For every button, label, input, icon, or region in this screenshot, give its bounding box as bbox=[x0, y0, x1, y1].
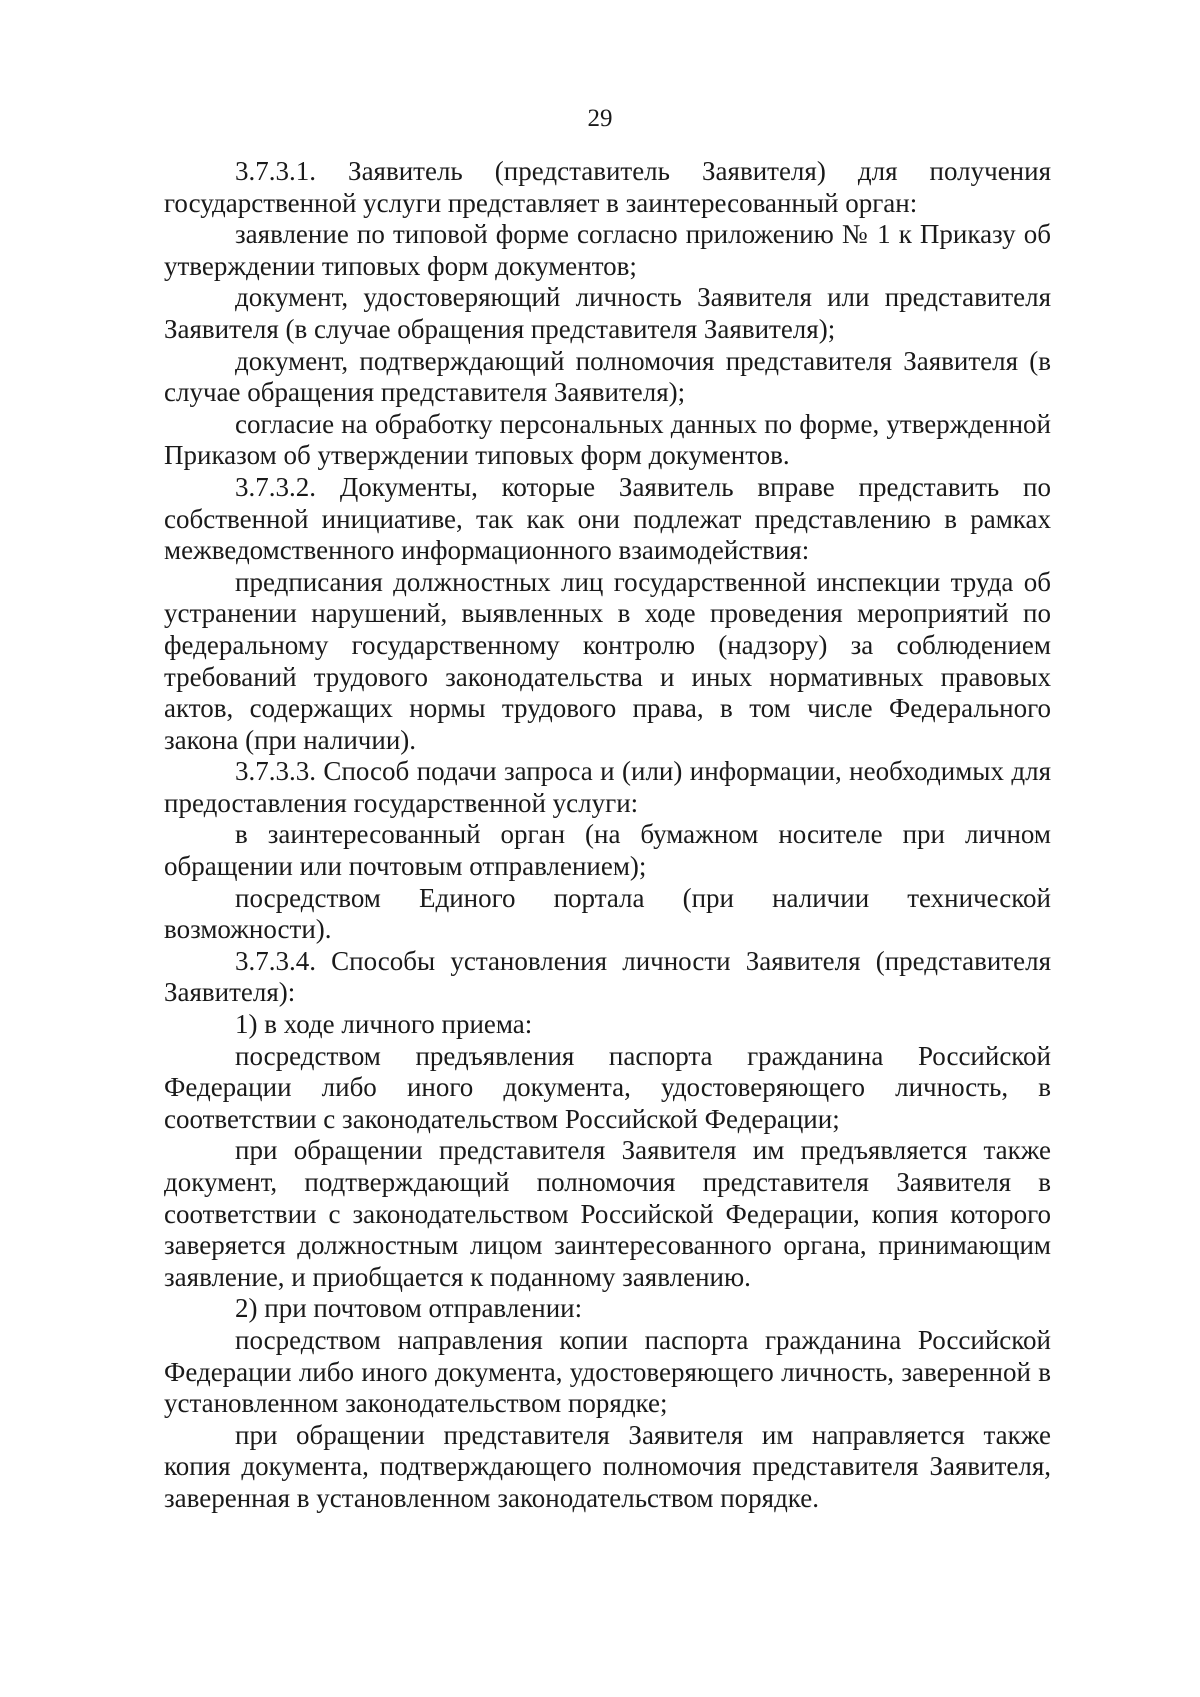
paragraph-postal-delivery: 2) при почтовом отправлении: bbox=[235, 1293, 583, 1324]
paragraph-inspection-orders: предписания должностных лиц государственной инспекции труда об устранении нарушений, выявленных в ходе проведения мероприятий по федеральному государственному контролю (надзору) за соблюдением требований трудового законодательства и иных нормативных правовых актов, содержащих нормы трудового права, в том числе Федерального закона (при наличии). bbox=[164, 566, 1051, 755]
paragraph-authority-document: документ, подтверждающий полномочия представителя Заявителя (в случае обращения представителя Заявителя); bbox=[164, 345, 1051, 408]
page-number: 29 bbox=[587, 105, 613, 132]
paragraph-3-7-3-3: 3.7.3.3. Способ подачи запроса и (или) информации, необходимых для предоставления государственной услуги: bbox=[164, 756, 1051, 818]
paragraph-passport-presentation: посредством предъявления паспорта гражданина Российской Федерации либо иного документа, удостоверяющего личность, в соответствии с законодательством Российской Федерации; bbox=[164, 1040, 1051, 1134]
paragraph-submission-in-person: в заинтересованный орган (на бумажном носителе при личном обращении или почтовым отправлением); bbox=[164, 819, 1051, 882]
paragraph-personal-reception: 1) в ходе личного приема: bbox=[235, 1009, 533, 1040]
paragraph-passport-copy: посредством направления копии паспорта гражданина Российской Федерации либо иного документа, удостоверяющего личность, заверенной в установленном законодательством порядке; bbox=[164, 1324, 1051, 1419]
paragraph-representative-presentation: при обращении представителя Заявителя им предъявляется также документ, подтверждающий полномочия представителя Заявителя в соответствии с законодательством Российской Федерации, копия которого заверяется должностным лицом заинтересованного органа, принимающим заявление, и приобщается к поданному заявлению. bbox=[164, 1135, 1051, 1292]
paragraph-3-7-3-2: 3.7.3.2. Документы, которые Заявитель вправе представить по собственной инициативе, так как они подлежат представлению в рамках межведомственного информационного взаимодействия: bbox=[164, 471, 1051, 566]
paragraph-3-7-3-4: 3.7.3.4. Способы установления личности Заявителя (представителя Заявителя): bbox=[164, 945, 1051, 1008]
paragraph-personal-data-consent: согласие на обработку персональных данных по форме, утвержденной Приказом об утверждении типовых форм документов. bbox=[164, 408, 1051, 471]
paragraph-submission-portal: посредством Единого портала (при наличии технической возможности). bbox=[164, 882, 1051, 945]
paragraph-3-7-3-1: 3.7.3.1. Заявитель (представитель Заявителя) для получения государственной услуги представляет в заинтересованный орган: bbox=[164, 156, 1051, 218]
paragraph-representative-copy: при обращении представителя Заявителя им направляется также копия документа, подтверждающего полномочия представителя Заявителя, заверенная в установленном законодательством порядке. bbox=[164, 1419, 1051, 1513]
document-body bbox=[164, 156, 1051, 1515]
paragraph-identity-document: документ, удостоверяющий личность Заявителя или представителя Заявителя (в случае обращения представителя Заявителя); bbox=[164, 282, 1051, 344]
paragraph-application-form: заявление по типовой форме согласно приложению № 1 к Приказу об утверждении типовых форм документов; bbox=[164, 219, 1051, 281]
